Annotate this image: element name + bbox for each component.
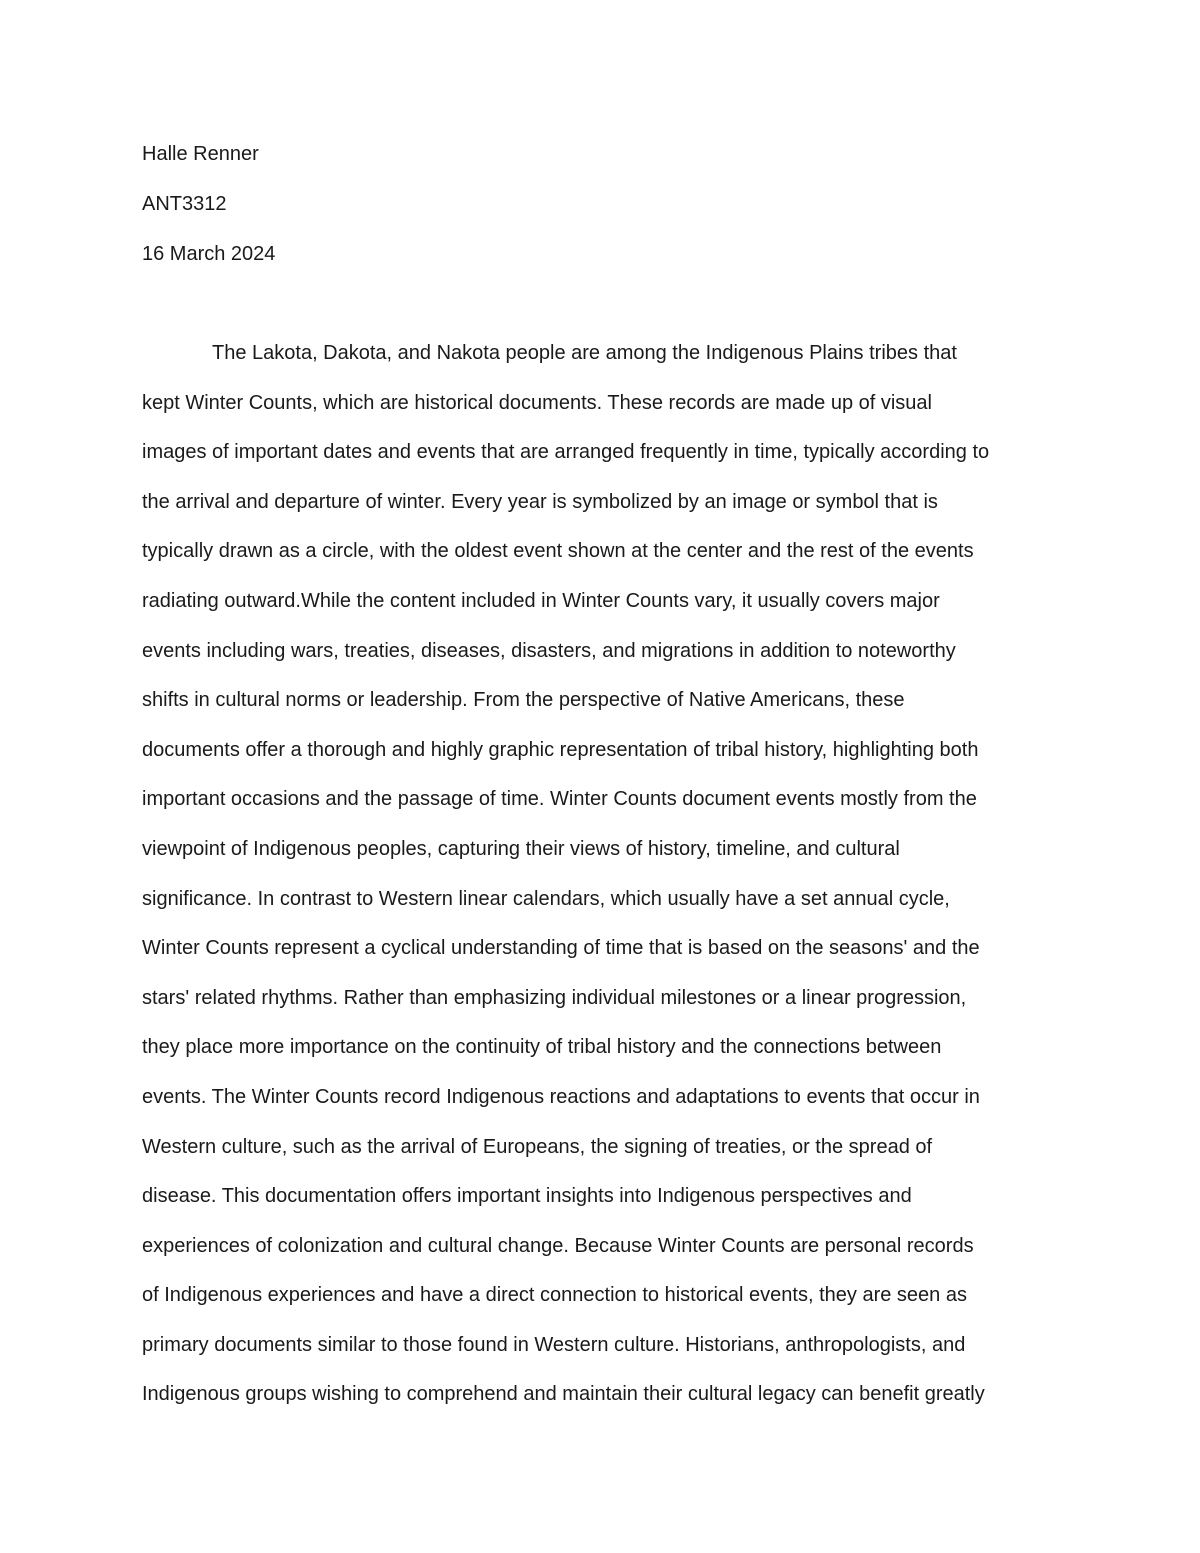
paragraph-line: events. The Winter Counts record Indigenous reactions and adaptations to events that occur in [142, 1085, 980, 1108]
course-code: ANT3312 [142, 193, 227, 215]
paragraph-line: Indigenous groups wishing to comprehend and maintain their cultural legacy can benefit greatly [142, 1383, 985, 1406]
paragraph-line: events including wars, treaties, diseases, disasters, and migrations in addition to noteworthy [142, 639, 956, 662]
paragraph-line: experiences of colonization and cultural change. Because Winter Counts are personal records [142, 1234, 974, 1257]
paragraph-line: radiating outward.While the content included in Winter Counts vary, it usually covers major [142, 589, 940, 612]
paragraph-line: primary documents similar to those found in Western culture. Historians, anthropologists, and [142, 1333, 966, 1356]
paragraph-line: the arrival and departure of winter. Every year is symbolized by an image or symbol that is [142, 490, 938, 513]
essay-paragraph [142, 339, 1072, 1430]
paragraph-line: significance. In contrast to Western linear calendars, which usually have a set annual cycle, [142, 887, 950, 910]
paragraph-line: disease. This documentation offers important insights into Indigenous perspectives and [142, 1185, 912, 1208]
paragraph-line: of Indigenous experiences and have a direct connection to historical events, they are seen as [142, 1284, 967, 1307]
paragraph-line: kept Winter Counts, which are historical documents. These records are made up of visual [142, 391, 932, 414]
paragraph-line: shifts in cultural norms or leadership. From the perspective of Native Americans, these [142, 689, 905, 712]
mla-heading [142, 140, 275, 290]
author-name: Halle Renner [142, 143, 259, 165]
paragraph-line: viewpoint of Indigenous peoples, capturing their views of history, timeline, and cultural [142, 837, 900, 860]
paragraph-line: stars' related rhythms. Rather than emphasizing individual milestones or a linear progression, [142, 986, 967, 1009]
paragraph-line: important occasions and the passage of time. Winter Counts document events mostly from the [142, 788, 977, 811]
paragraph-line: Winter Counts represent a cyclical understanding of time that is based on the seasons' and the [142, 937, 980, 960]
paragraph-line: images of important dates and events that are arranged frequently in time, typically according to [142, 441, 990, 464]
paragraph-line: typically drawn as a circle, with the oldest event shown at the center and the rest of the events [142, 540, 974, 563]
paragraph-line: The Lakota, Dakota, and Nakota people are among the Indigenous Plains tribes that [212, 342, 957, 364]
document-date: 16 March 2024 [142, 243, 276, 265]
paragraph-line: they place more importance on the continuity of tribal history and the connections between [142, 1036, 942, 1059]
paragraph-line: Western culture, such as the arrival of Europeans, the signing of treaties, or the spread of [142, 1135, 933, 1158]
paragraph-line: documents offer a thorough and highly graphic representation of tribal history, highlighting both [142, 738, 979, 761]
